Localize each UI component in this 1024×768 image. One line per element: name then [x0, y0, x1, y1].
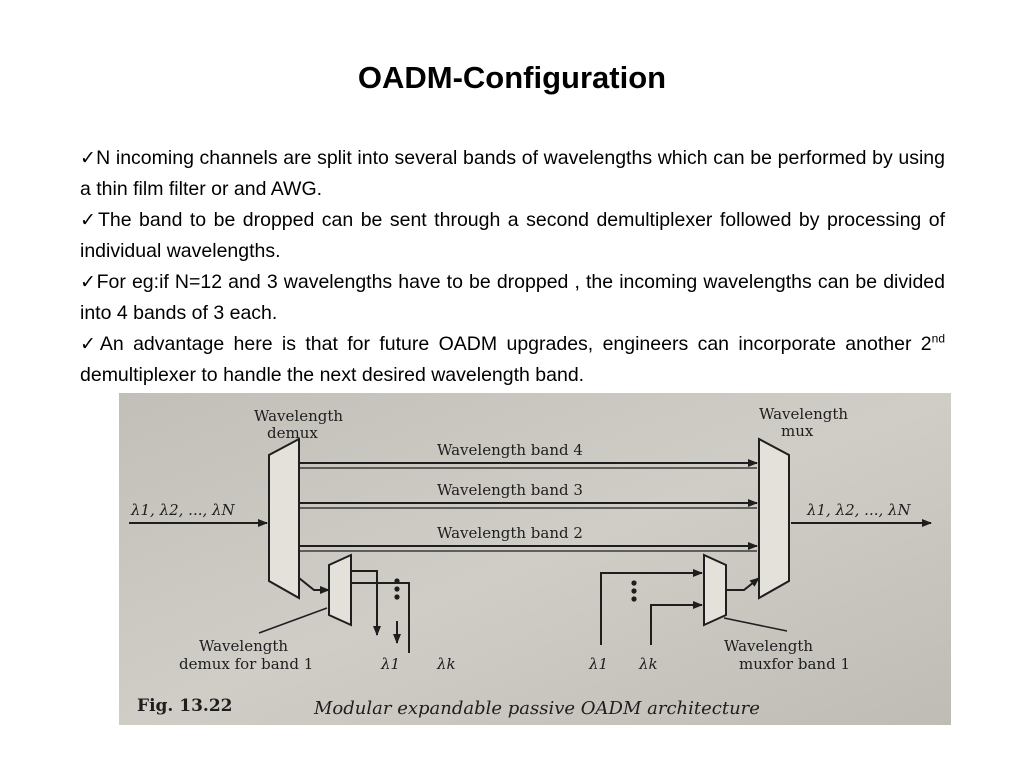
figure-caption: Modular expandable passive OADM architecture — [314, 698, 760, 719]
checkmark-icon: ✓ — [80, 272, 97, 293]
wavelength-mux-block — [759, 439, 789, 598]
band2-label: Wavelength band 2 — [437, 524, 583, 542]
bullet-item — [80, 143, 945, 205]
add-lambda1-label: λ1 — [589, 655, 609, 673]
band4-label: Wavelength band 4 — [437, 441, 583, 459]
band3-label: Wavelength band 3 — [437, 481, 583, 499]
superscript: nd — [931, 331, 945, 346]
bullet-item — [80, 329, 945, 391]
bullet-item — [80, 205, 945, 267]
demux-band1-label-line2: demux for band 1 — [179, 655, 314, 673]
bullet-text: The band to be dropped can be sent through a second demultiplexer followed by processing of individual wavelengths. — [80, 209, 945, 262]
bullet-text: An advantage here is that for future OADM upgrades, engineers can incorporate another 2 — [99, 333, 932, 355]
demux-label-line2: demux — [267, 424, 318, 442]
drop-ellipsis-dot — [394, 594, 399, 599]
checkmark-icon: ✓ — [80, 148, 97, 169]
output-wavelengths: λ1, λ2, ..., λN — [807, 501, 911, 519]
demux-label-line1: Wavelength — [254, 407, 344, 425]
add-ellipsis-dot — [631, 588, 636, 593]
bullet-text: N incoming channels are split into several bands of wavelengths which can be performed by using a thin film filter or and AWG. — [80, 147, 945, 200]
drop-lambda1-label: λ1 — [381, 655, 401, 673]
band1-demux-block — [329, 555, 351, 625]
bullet-list — [80, 143, 945, 391]
mux-label-line2: mux — [781, 422, 814, 440]
add-ellipsis-dot — [631, 580, 636, 585]
checkmark-icon: ✓ — [80, 334, 100, 355]
mux-band1-label-line2: muxfor band 1 — [739, 655, 850, 673]
oadm-diagram — [119, 393, 951, 725]
mux-label-line1: Wavelength — [759, 405, 849, 423]
drop-ellipsis-dot — [394, 586, 399, 591]
drop-lambda-k-label: λk — [437, 655, 456, 673]
wavelength-demux-block — [269, 439, 299, 598]
band1-mux-block — [704, 555, 726, 625]
oadm-architecture-figure — [119, 393, 951, 725]
input-wavelengths: λ1, λ2, ..., λN — [131, 501, 235, 519]
bullet-text-continued: demultiplexer to handle the next desired wavelength band. — [80, 364, 585, 386]
bullet-text: For eg:if N=12 and 3 wavelengths have to be dropped , the incoming wavelengths can be divided into 4 bands of 3 each. — [80, 271, 945, 324]
figure-number: Fig. 13.22 — [137, 696, 233, 716]
add-lambda-k-label: λk — [639, 655, 658, 673]
demux-band1-label-line1: Wavelength — [199, 637, 289, 655]
bullet-item — [80, 267, 945, 329]
slide-title: OADM-Configuration — [357, 60, 667, 95]
checkmark-icon: ✓ — [80, 210, 98, 231]
add-ellipsis-dot — [631, 596, 636, 601]
drop-ellipsis-dot — [394, 578, 399, 583]
mux-band1-label-line1: Wavelength — [724, 637, 814, 655]
